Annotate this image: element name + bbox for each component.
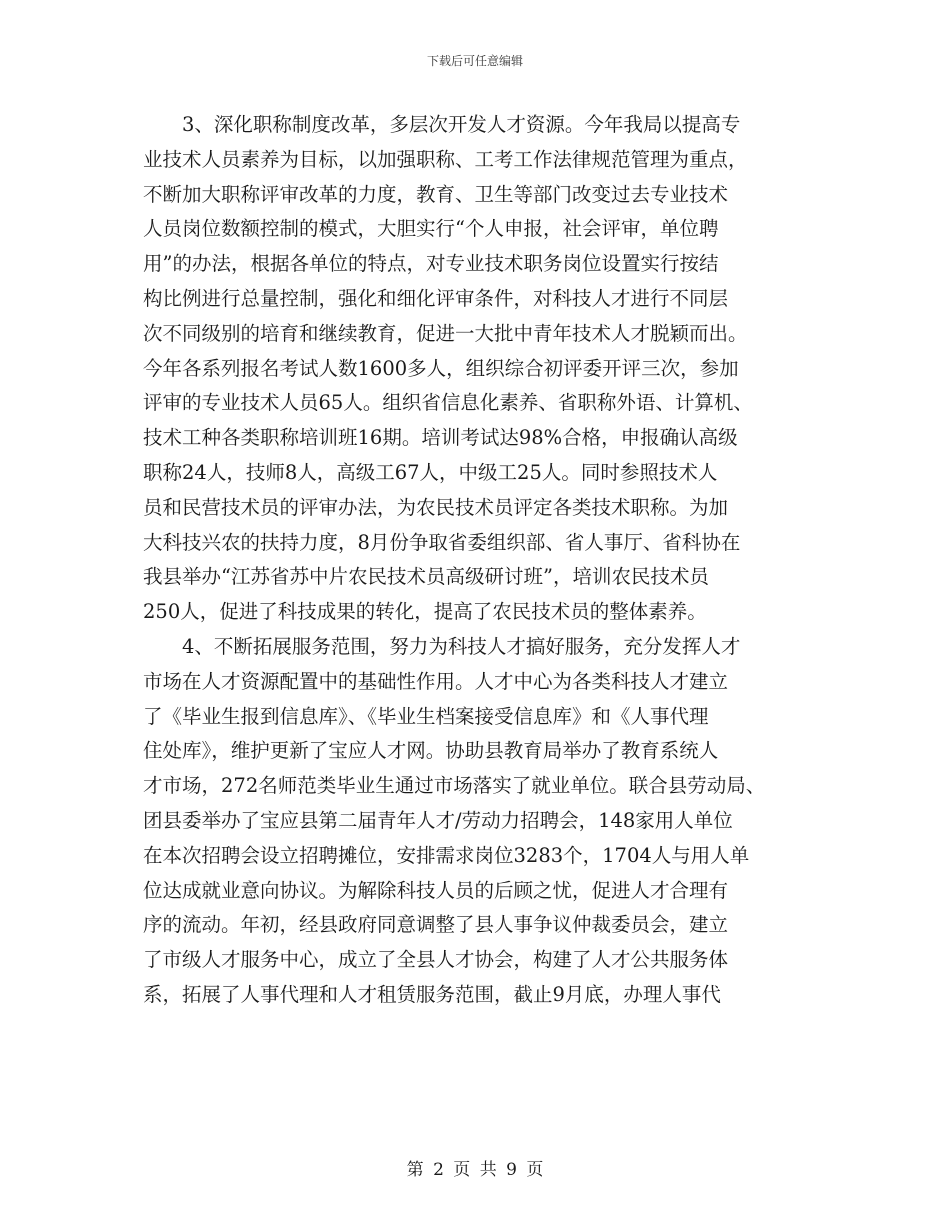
paragraph-talent-services [143, 630, 815, 1013]
text-line: 团县委举办了宝应县第二届青年人才/劳动力招聘会，148家用人单位 [143, 808, 733, 832]
page-number-footer: 第 2 页 共 9 页 [406, 1160, 544, 1180]
text-line: 了市级人才服务中心，成立了全县人才协会，构建了人才公共服务体 [143, 948, 729, 972]
text-line: 在本次招聘会设立招聘摊位，安排需求岗位3283个，1704人与用人单 [143, 843, 750, 867]
text-line: 业技术人员素养为目标，以加强职称、工考工作法律规范管理为重点， [143, 147, 748, 171]
text-line: 次不同级别的培育和继续教育，促进一大批中青年技术人才脱颖而出。 [143, 321, 748, 345]
text-line: 位达成就业意向协议。为解除科技人员的后顾之忧，促进人才合理有 [143, 878, 729, 902]
document-body [143, 108, 815, 1013]
paragraph-professional-title-reform [143, 108, 815, 630]
text-line: 才市场，272名师范类毕业生通过市场落实了就业单位。联合县劳动局、 [143, 774, 766, 798]
text-line: 了《毕业生报到信息库》、《毕业生档案接受信息库》和《人事代理 [143, 704, 709, 728]
text-line: 住处库》，维护更新了宝应人才网。协助县教育局举办了教育系统人 [143, 739, 719, 763]
text-line: 职称24人，技师8人，高级工67人，中级工25人。同时参照技术人 [143, 460, 718, 484]
text-line: 我县举办“江苏省苏中片农民技术员高级研讨班”，培训农民技术员 [143, 565, 709, 589]
text-line: 评审的专业技术人员65人。组织省信息化素养、省职称外语、计算机、 [143, 391, 753, 415]
text-line: 序的流动。年初，经县政府同意调整了县人事争议仲裁委员会，建立 [143, 913, 729, 937]
text-line: 市场在人才资源配置中的基础性作用。人才中心为各类科技人才建立 [143, 669, 729, 693]
text-line: 今年各系列报名考试人数1600多人，组织综合初评委开评三次，参加 [143, 356, 739, 380]
text-line: 不断加大职称评审改革的力度，教育、卫生等部门改变过去专业技术 [143, 182, 729, 206]
page-header: 下载后可任意编辑 [426, 54, 523, 68]
text-line: 人员岗位数额控制的模式，大胆实行“个人申报，社会评审，单位聘 [143, 217, 719, 241]
text-line: 系，拓展了人事代理和人才租赁服务范围，截止9月底，办理人事代 [143, 982, 721, 1006]
text-line: 用”的办法，根据各单位的特点，对专业技术职务岗位设置实行按结 [143, 252, 719, 276]
text-line: 大科技兴农的扶持力度，8月份争取省委组织部、省人事厅、省科协在 [143, 530, 741, 554]
text-line: 250人，促进了科技成果的转化，提高了农民技术员的整体素养。 [143, 600, 707, 624]
text-line: 构比例进行总量控制，强化和细化评审条件，对科技人才进行不同层 [143, 286, 729, 310]
text-line: 技术工种各类职称培训班16期。培训考试达98%合格，申报确认高级 [143, 426, 738, 450]
text-line: 4、不断拓展服务范围，努力为科技人才搞好服务，充分发挥人才 [182, 634, 741, 658]
text-line: 员和民营技术员的评审办法，为农民技术员评定各类技术职称。为加 [143, 495, 729, 519]
text-line: 3、深化职称制度改革，多层次开发人才资源。今年我局以提高专 [182, 113, 741, 136]
